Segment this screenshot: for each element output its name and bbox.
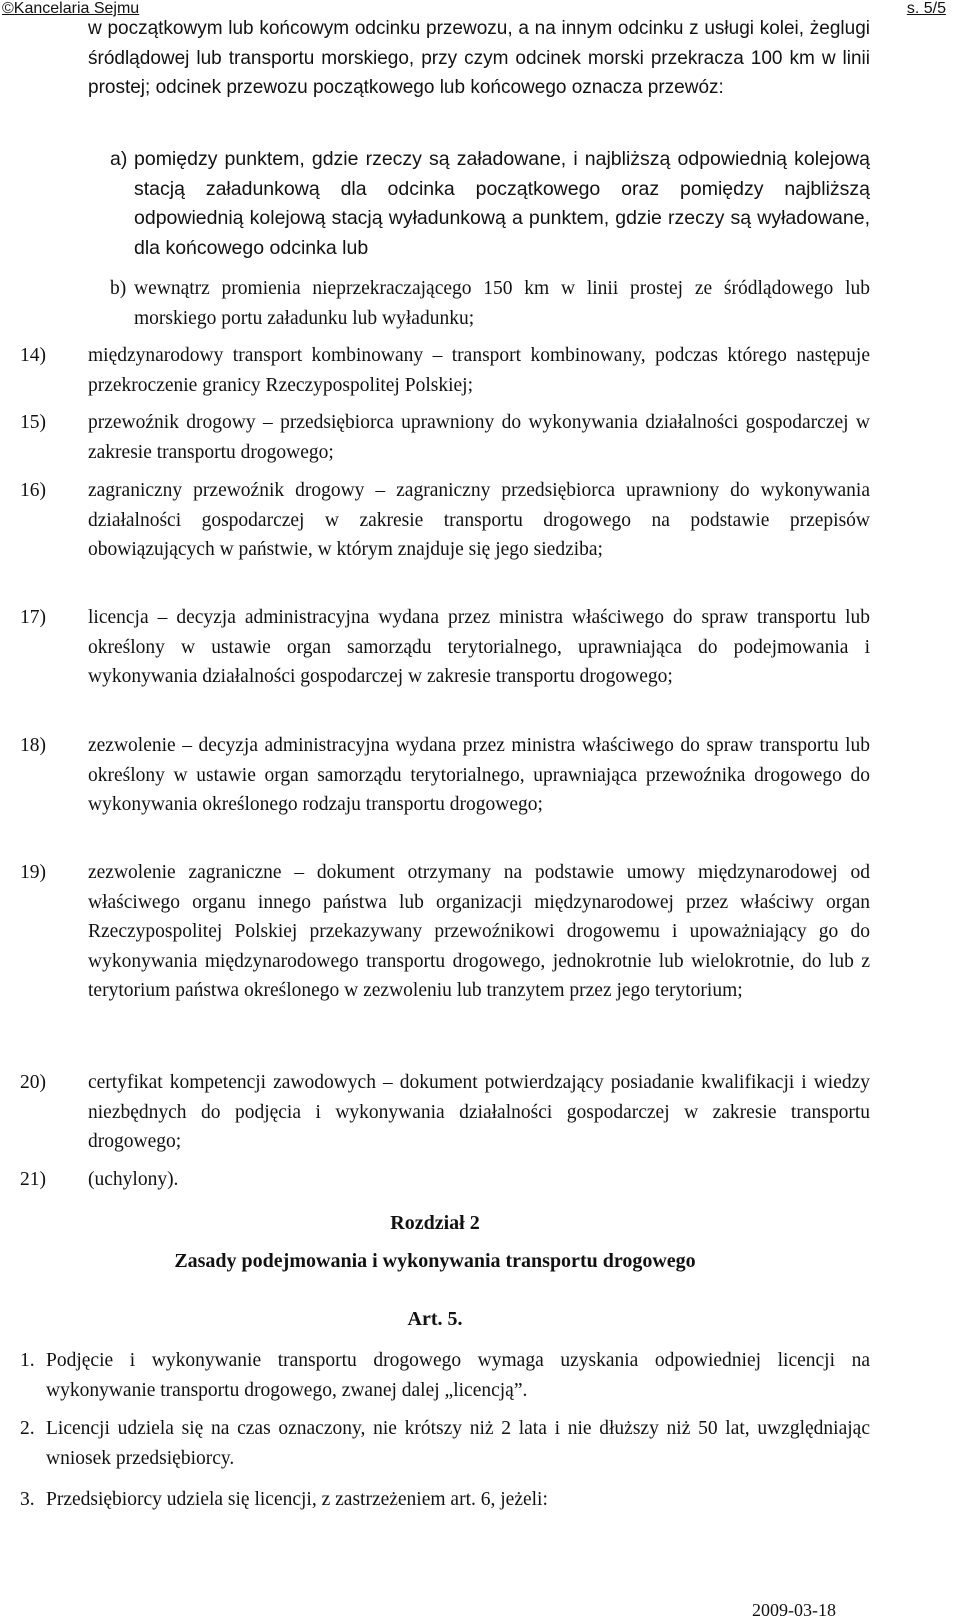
- item-text: przewoźnik drogowy – przedsiębiorca uprawniony do wykonywania działalności gospodarczej w zakresie transportu drogowego;: [88, 412, 870, 463]
- item-text: zezwolenie – decyzja administracyjna wydana przez ministra właściwego do spraw transportu lub określony w ustawie organ samorządu terytorialnego, uprawniająca przewoźnika drogowego do wykonywania określonego rodzaju transportu drogowego;: [88, 735, 870, 815]
- letter-number: b): [110, 278, 127, 299]
- letter-text: pomiędzy punktem, gdzie rzeczy są załadowane, i najbliższą odpowiednią kolejową stacją załadunkową dla odcinka początkowego oraz pomiędzy najbliższą odpowiednią kolejową stacją wyładunkową a punktem, gdzie rzeczy są wyładowane, dla końcowego odcinka lub: [134, 148, 870, 259]
- list-item-definition: [20, 603, 870, 692]
- footer-date: 2009-03-18: [752, 1600, 836, 1620]
- letter-number: a): [110, 148, 128, 170]
- paragraph-number: 1.: [20, 1350, 35, 1371]
- article-paragraph: [20, 1414, 870, 1473]
- item-text: certyfikat kompetencji zawodowych – dokument potwierdzający posiadanie kwalifikacji i wiedzy niezbędnych do podjęcia i wykonywania działalności gospodarczej w zakresie transportu drogowego;: [88, 1072, 870, 1152]
- item-number: 19): [20, 862, 46, 883]
- article-paragraph: [20, 1485, 870, 1515]
- item-number: 18): [20, 735, 46, 756]
- item-text: międzynarodowy transport kombinowany – transport kombinowany, podczas którego następuje przekroczenie granicy Rzeczypospolitej Polskiej;: [88, 345, 870, 396]
- header-page-number: s. 5/5: [906, 0, 946, 17]
- list-item-definition: [20, 476, 870, 565]
- header-source: ©Kancelaria Sejmu: [2, 0, 140, 17]
- item-text: licencja – decyzja administracyjna wydana przez ministra właściwego do spraw transportu lub określony w ustawie organ samorządu terytorialnego, uprawniająca do podejmowania i wykonywania działalności gospodarczej w zakresie transportu drogowego;: [88, 607, 870, 687]
- item-text: (uchylony).: [88, 1169, 179, 1190]
- intro-paragraph: w początkowym lub końcowym odcinku przewozu, a na innym odcinku z usługi kolei, żeglugi śródlądowej lub transportu morskiego, przy czym odcinek morski przekracza 100 km w linii prostej; odcinek przewozu początkowego lub końcowego oznacza przewóz:: [88, 18, 870, 98]
- list-item-definition: [20, 341, 870, 400]
- item-number: 20): [20, 1072, 46, 1093]
- paragraph-text: Przedsiębiorcy udziela się licencji, z zastrzeżeniem art. 6, jeżeli:: [46, 1489, 548, 1510]
- item-number: 16): [20, 480, 46, 501]
- paragraph-number: 3.: [20, 1489, 35, 1510]
- list-item-definition: [20, 1068, 870, 1157]
- item-text: zagraniczny przewoźnik drogowy – zagraniczny przedsiębiorca uprawniony do wykonywania działalności gospodarczej w zakresie transportu drogowego na podstawie przepisów obowiązujących w państwie, w którym znajduje się jego siedziba;: [88, 480, 870, 560]
- chapter-title: Rozdział 2: [390, 1212, 480, 1234]
- item-number: 17): [20, 607, 46, 628]
- paragraph-text: Podjęcie i wykonywanie transportu drogowego wymaga uzyskania odpowiedniej licencji na wykonywanie transportu drogowego, zwanej dalej „licencją”.: [46, 1350, 870, 1401]
- list-item-definition: [20, 408, 870, 467]
- list-item-definition: [20, 1165, 870, 1195]
- paragraph-text: Licencji udziela się na czas oznaczony, nie krótszy niż 2 lata i nie dłuższy niż 50 lat, uwzględniając wniosek przedsiębiorcy.: [46, 1418, 870, 1469]
- list-item-letter: [110, 145, 870, 263]
- item-number: 15): [20, 412, 46, 433]
- chapter-subtitle: Zasady podejmowania i wykonywania transportu drogowego: [174, 1250, 696, 1272]
- letter-text: wewnątrz promienia nieprzekraczającego 150 km w linii prostej ze śródlądowego lub morskiego portu załadunku lub wyładunku;: [134, 278, 870, 329]
- item-number: 21): [20, 1169, 46, 1190]
- list-item-definition: [20, 731, 870, 820]
- item-text: zezwolenie zagraniczne – dokument otrzymany na podstawie umowy międzynarodowej od właściwego organu innego państwa lub organizacji międzynarodowej przez właściwy organ Rzeczypospolitej Polskiej przekazywany przewoźnikowi drogowemu i upoważniający go do wykonywania międzynarodowego transportu drogowego, jednokrotnie lub wielokrotnie, do lub z terytorium państwa określonego w zezwoleniu lub tranzytem przez jego terytorium;: [88, 862, 870, 1001]
- article-title: Art. 5.: [407, 1308, 463, 1330]
- article-paragraph: [20, 1346, 870, 1405]
- item-number: 14): [20, 345, 46, 366]
- list-item-letter: [110, 274, 870, 333]
- list-item-definition: [20, 858, 870, 1006]
- paragraph-number: 2.: [20, 1418, 35, 1439]
